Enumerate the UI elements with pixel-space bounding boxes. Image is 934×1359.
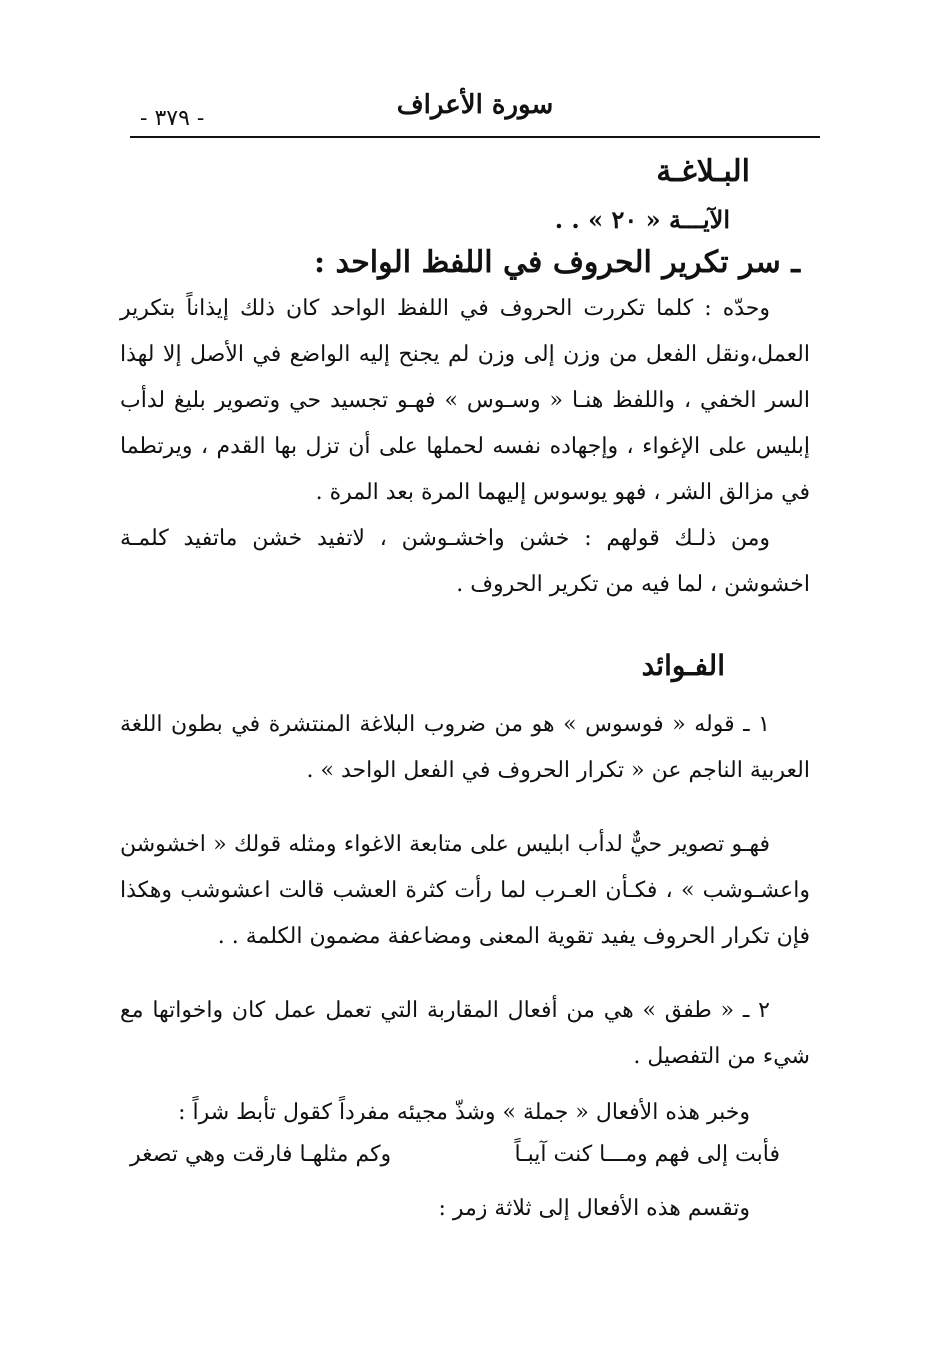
verse-first-hemistich: فأبت إلى فهم ومـــا كنت آيبـاً: [514, 1142, 780, 1167]
page-number: - ٣٧٩ -: [140, 106, 205, 131]
fawaid-title: الفـوائد: [641, 649, 725, 682]
fawaid-item-1-continued: فهـو تصوير حيٌّ لدأب ابليس على متابعة الاغواء ومثله قولك « اخشوشن واعشـوشب » ، فكـأن العـرب لما رأت كثرة العشب قالت اعشوشب وهكذا فإن تكرار الحروف يفيد تقوية المعنى ومضاعفة مضمون الكلمة . .: [120, 832, 810, 949]
balagha-title: البـلاغـة: [656, 154, 750, 189]
page-content: [120, 150, 810, 1232]
balagha-paragraph-2: ومن ذلـك قولهم : خشن واخشـوشن ، لاتفيد خشن ماتفيد كلمـة اخشوشن ، لما فيه من تكرير الحروف .: [120, 526, 810, 597]
fawaid-item-1: ١ ـ قوله « فوسوس » هو من ضروب البلاغة المنتشرة في بطون اللغة العربية الناجم عن « تكرار الحروف في الفعل الواحد » .: [120, 712, 810, 783]
poetry-verse: [120, 1142, 810, 1186]
surah-title: سورة الأعراف: [396, 90, 554, 120]
page-header: [130, 80, 820, 138]
verse-second-hemistich: وكم مثلهـا فارقت وهي تصغر: [130, 1142, 392, 1167]
balagha-paragraph-1: وحدّه : كلما تكررت الحروف في اللفظ الواحد كان ذلك إيذاناً بتكرير العمل،ونقل الفعل من وزن إلى وزن لم يجنح إليه الواضع في الأصل إلا لهذا السر الخفي ، واللفظ هنـا « وسـوس » فهـو تجسيد حي وتصوير بليغ لدأب إبليس على الإغواء ، وإجهاده نفسه لحملها على أن تزل بها القدم ، ويرتطما في مزالق الشر ، فهو يوسوس إليهما المرة بعد المرة .: [120, 296, 810, 505]
ayah-reference: الآيـــة « ٢٠ » . .: [554, 205, 730, 234]
balagha-subheading: ـ سر تكرير الحروف في اللفظ الواحد :: [313, 245, 800, 280]
fawaid-item-2: ٢ ـ « طفق » هي من أفعال المقاربة التي تعمل عمل كان واخواتها مع شيء من التفصيل .: [120, 998, 810, 1069]
verse-introduction: وخبر هذه الأفعال « جملة » وشذّ مجيئه مفرداً كقول تأبط شراً :: [178, 1100, 750, 1125]
closing-line: وتقسم هذه الأفعال إلى ثلاثة زمر :: [438, 1196, 750, 1221]
